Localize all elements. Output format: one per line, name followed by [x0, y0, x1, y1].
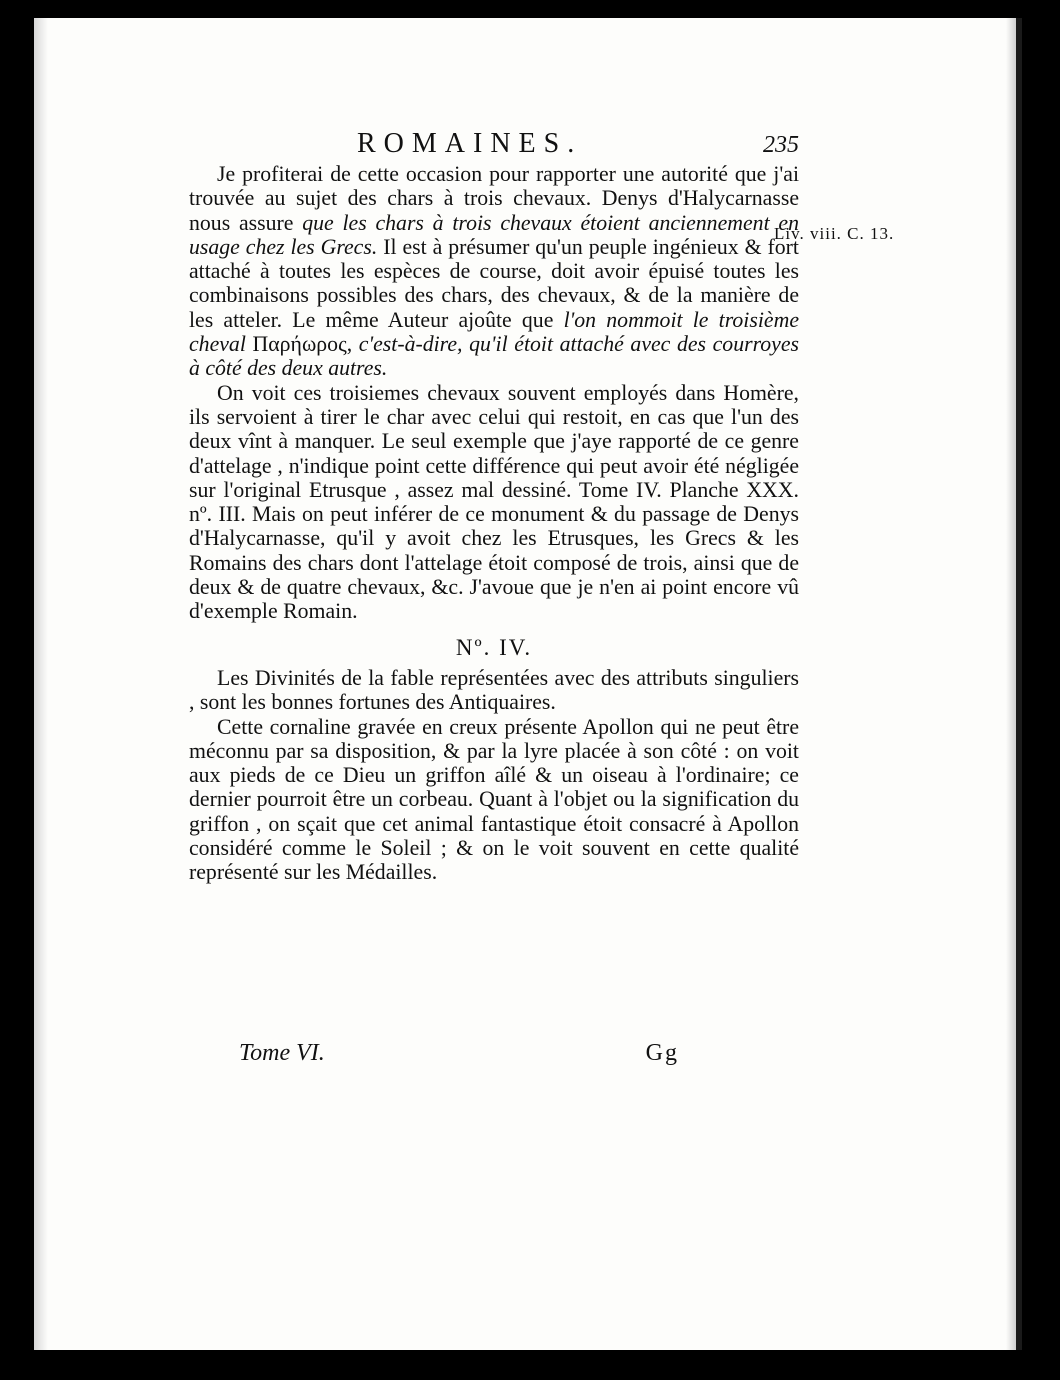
text-segment-italic: c'est-à-dire, qu'il étoit attaché avec des courroyes à côté des deux autres.	[189, 332, 799, 381]
body-text	[189, 162, 799, 885]
running-head	[189, 128, 799, 164]
section-paragraph-2	[189, 715, 799, 885]
page-footer	[239, 1040, 679, 1076]
text-segment: On voit ces troisiemes chevaux souvent employés dans Homère, ils servoient à tirer le char avec celui qui restoit, en cas que l'un des deux vînt à manquer. Le seul exemple que j'aye rapporté de ce genre d'attelage , n'indique point cette différence qui peut avoir été négligée sur l'original Etrusque , assez mal dessiné. Tome IV. Planche XXX. nº. III. Mais on peut inférer de ce monument & du passage de Denys d'Halycarnasse, qu'il y avoit chez les Etrusques, les Grecs & les Romains des chars dont l'attelage étoit composé de trois, ainsi que de deux & de quatre chevaux, &c. J'avoue que je n'en ai point encore vû d'exemple Romain.	[189, 380, 799, 624]
text-segment: Il est à présumer qu'un peuple ingénieux & fort attaché à toutes les espèces de course, doit avoir épuisé toutes les combinaisons possibles des chars, des chevaux, & de la manière de les atteler. Le même Auteur ajoûte que	[189, 234, 799, 332]
volume-label: Tome VI.	[239, 1040, 325, 1066]
section-title: Nº. IV.	[455, 634, 533, 660]
text-segment: Les Divinités de la fable représentées avec des attributs singuliers , sont les bonnes fortunes des Antiquaires.	[189, 665, 799, 715]
page-number: 235	[763, 132, 799, 158]
margin-note: Liv. viii. C. 13.	[774, 224, 895, 243]
text-segment-greek: Παρήωρος,	[245, 332, 359, 357]
book-page	[34, 18, 1022, 1350]
text-segment: Cette cornaline gravée en creux présente Apollon qui ne peut être méconnu par sa disposition, & par la lyre placée à son côté : on voit aux pieds de ce Dieu un griffon aîlé & un oiseau à l'ordinaire; ce dernier pourroit être un corbeau. Quant à l'objet ou la signification du griffon , on sçait que cet animal fantastique étoit consacré à Apollon considéré comme le Soleil ; & on le voit souvent en cette qualité représenté sur les Médailles.	[189, 714, 799, 885]
text-segment-italic: l'on nommoit le troisième cheval	[189, 307, 799, 357]
page-edge-shadow-right	[1006, 18, 1016, 1350]
page-edge-shadow-left	[34, 18, 48, 1350]
text-segment-italic: que les chars à trois chevaux étoient anciennement en usage chez les Grecs.	[189, 210, 799, 259]
paragraph-2	[189, 381, 799, 624]
paragraph-1	[189, 162, 799, 381]
signature-mark: Gg	[645, 1040, 679, 1066]
running-title: ROMAINES.	[357, 128, 583, 159]
section-paragraph-1	[189, 666, 799, 715]
text-segment: Je profiterai de cette occasion pour rapporter une autorité que j'ai trouvée au sujet des chars à trois chevaux. Denys d'Halycarnasse nous assure	[189, 162, 799, 235]
